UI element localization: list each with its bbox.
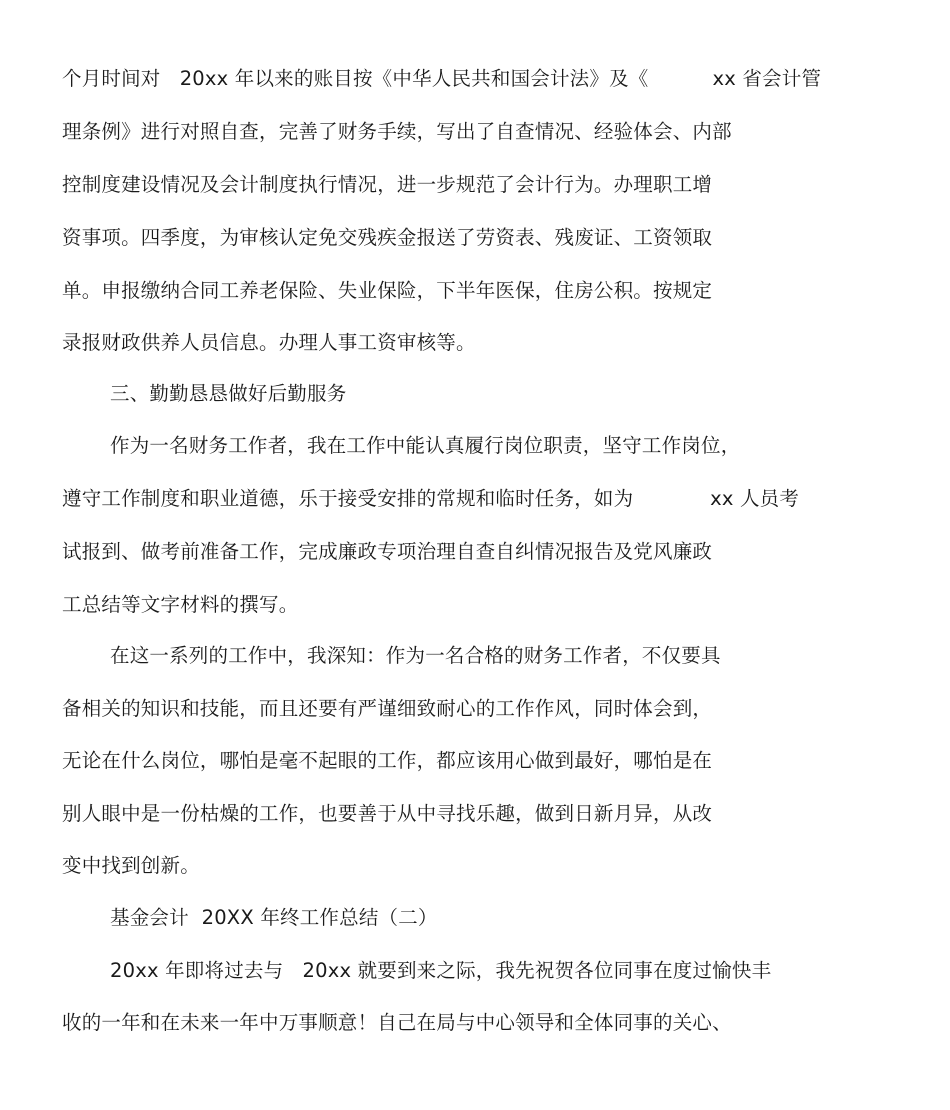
text-line: 作为一名财务工作者，我在工作中能认真履行岗位职责，坚守工作岗位， xyxy=(110,434,741,457)
text-line: 资事项。四季度，为审核认定免交残疾金报送了劳资表、残废证、工资领取 xyxy=(62,226,713,249)
text-line: 变中找到创新。 xyxy=(62,854,200,877)
text-line: 无论在什么岗位，哪怕是毫不起眼的工作，都应该用心做到最好，哪怕是在 xyxy=(62,749,713,772)
section-heading: 基金会计 20XX 年终工作总结（二） xyxy=(110,906,438,929)
text-line: 单。申报缴纳合同工养老保险、失业保险，下半年医保，住房公积。按规定 xyxy=(62,279,713,302)
text-line: 别人眼中是一份枯燥的工作，也要善于从中寻找乐趣，做到日新月异，从改 xyxy=(62,802,713,825)
section-heading: 三、勤勤恳恳做好后勤服务 xyxy=(110,382,347,405)
text-line: 备相关的知识和技能，而且还要有严谨细致耐心的工作作风，同时体会到， xyxy=(62,697,713,720)
text-line: 理条例》进行对照自查，完善了财务手续，写出了自查情况、经验体会、内部 xyxy=(62,120,732,143)
text-line: 个月时间对 20xx 年以来的账目按《中华人民共和国会计法》及《 xx 省会计管 xyxy=(62,67,822,90)
text-line: 20xx 年即将过去与 20xx 就要到来之际，我先祝贺各位同事在度过愉快丰 xyxy=(110,959,772,982)
text-line: 录报财政供养人员信息。办理人事工资审核等。 xyxy=(62,331,476,354)
text-line: 遵守工作制度和职业道德，乐于接受安排的常规和临时任务，如为 xx 人员考 xyxy=(62,487,800,510)
text-line: 控制度建设情况及会计制度执行情况，进一步规范了会计行为。办理职工增 xyxy=(62,173,713,196)
text-line: 工总结等文字材料的撰写。 xyxy=(62,593,299,616)
text-line: 收的一年和在未来一年中万事顺意！自己在局与中心领导和全体同事的关心、 xyxy=(62,1011,732,1034)
text-line: 在这一系列的工作中，我深知：作为一名合格的财务工作者，不仅要具 xyxy=(110,644,721,667)
text-line: 试报到、做考前准备工作，完成廉政专项治理自查自纠情况报告及党风廉政 xyxy=(62,540,713,563)
